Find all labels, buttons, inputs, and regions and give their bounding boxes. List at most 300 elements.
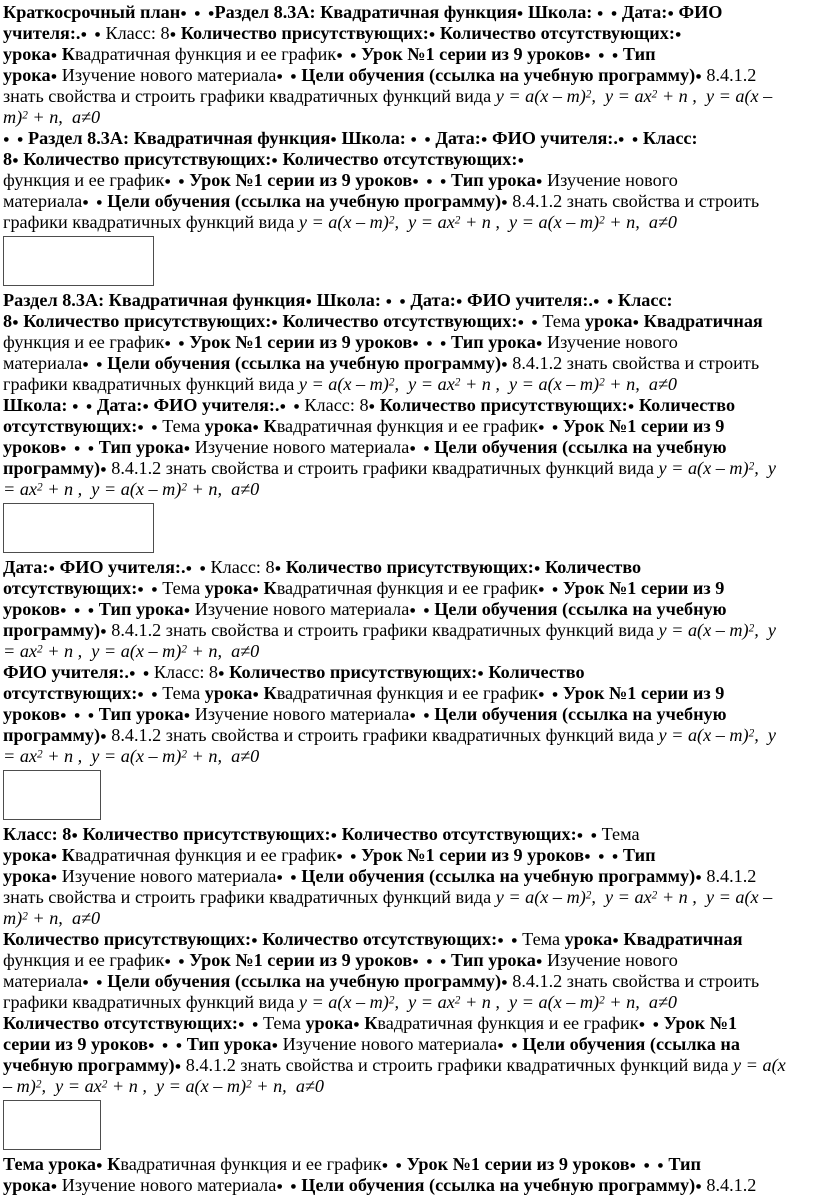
text-run: Изучение нового [542, 170, 678, 190]
bullet-separator: ● [517, 154, 525, 167]
text-run: Цели обучения (ссылка на учебную программу) [301, 866, 696, 886]
text-line [3, 1175, 814, 1196]
text-run: Урок №1 серии из 9 уроков [189, 332, 413, 352]
text-line [3, 950, 814, 971]
text-run: Цели обучения (ссылка на учебную [434, 599, 727, 619]
superscript-run: 2 [651, 88, 658, 101]
text-run: Урок №1 серии из 9 [562, 578, 725, 598]
bullet-separator: ● [12, 154, 19, 167]
text-run: Школа: [523, 2, 597, 22]
text-run: Квадратичная [643, 311, 763, 331]
bullet-separator: ● ● [276, 70, 297, 83]
text-run: Урок №1 серии из 9 [562, 683, 725, 703]
text-run: 8 [3, 149, 13, 169]
text-run: Тема [537, 311, 585, 331]
superscript-run: 2 [748, 460, 755, 473]
bullet-separator: ● [142, 400, 149, 413]
text-run: вадратичная функция и ее график [276, 416, 538, 436]
empty-table-cell-box [3, 770, 101, 820]
text-run: Дата: [410, 290, 456, 310]
text-run: урока [3, 44, 51, 64]
bullet-separator: ● ● [497, 934, 518, 947]
text-run: Цели обучения (ссылка на учебную программу) [107, 971, 502, 991]
bullet-separator: ● ● [410, 133, 431, 146]
text-run: графики квадратичных функций вида [3, 212, 299, 232]
text-run: Количество присутствующих: [23, 149, 272, 169]
text-line [3, 128, 814, 149]
bullet-separator: ● [353, 1018, 360, 1031]
text-run: вадратичная функция и ее график [377, 1013, 639, 1033]
bullet-separator: ● ● ● [412, 955, 447, 968]
text-run: отсутствующих: [3, 683, 138, 703]
bullet-separator: ● ● [576, 829, 598, 842]
text-run: 8.4.1.2 знать свойства и строить [507, 971, 760, 991]
text-run: Дата: [621, 2, 668, 22]
bullet-separator: ● ● [128, 667, 150, 680]
text-run: , y = ax [394, 212, 455, 232]
text-line [3, 866, 814, 887]
text-run: Количество отсутствующих: [282, 311, 518, 331]
text-run: y = a(x – m) [495, 887, 586, 907]
text-run: 8.4.1.2 [701, 1175, 757, 1195]
text-run: + n , y = a(x – m) [460, 374, 600, 394]
text-line [3, 824, 814, 845]
text-run: Количество [483, 662, 585, 682]
text-run: Тема урока [3, 1154, 97, 1174]
text-line [3, 2, 814, 23]
bullet-separator: ● ● [385, 295, 406, 308]
text-run: программу) [3, 458, 101, 478]
text-run: ФИО учителя:. [55, 557, 186, 577]
text-run: Класс: 8 [299, 395, 369, 415]
text-run: Урок №1 серии из 9 уроков [406, 1154, 630, 1174]
text-run: материала [3, 191, 83, 211]
text-run: Урок №1 серии из 9 [562, 416, 725, 436]
superscript-run: 2 [748, 727, 755, 740]
text-line [3, 212, 814, 233]
text-line [3, 1013, 814, 1034]
text-run: Изучение нового [542, 332, 678, 352]
text-run: Класс: 8 [3, 824, 72, 844]
bullet-separator: ● ● [82, 358, 103, 371]
bullet-separator: ● ● ● [584, 49, 619, 62]
text-run: + n , y = a(x – m) [460, 212, 600, 232]
text-run: ФИО учителя:. [487, 128, 618, 148]
superscript-run: 2 [454, 214, 461, 227]
text-run: + n, a≠0 [186, 641, 260, 661]
text-run: вадратичная функция и ее график [74, 44, 337, 64]
text-run: К [61, 44, 75, 64]
text-run: + n , y = a(x – [657, 86, 773, 106]
text-run: материала [3, 971, 83, 991]
text-run: 8.4.1.2 знать свойства и строить графики квадратичных функций вида [181, 1055, 734, 1075]
text-run: функция и ее график [3, 332, 165, 352]
text-run: Урок №1 серии из 9 уроков [189, 170, 413, 190]
text-run: Урок №1 [663, 1013, 738, 1033]
text-line [3, 374, 814, 395]
text-run: К [61, 845, 75, 865]
bullet-separator: ● ● [409, 442, 430, 455]
paragraph-5 [3, 557, 814, 662]
text-run: Тип урока [94, 599, 184, 619]
bullet-separator: ● [50, 1180, 58, 1193]
bullet-separator: ● ● [3, 133, 24, 146]
paragraph-10 [3, 1154, 814, 1196]
text-run: Класс: 8 [149, 662, 219, 682]
superscript-run: 2 [22, 109, 28, 122]
text-run: Школа: [3, 395, 72, 415]
bullet-separator: ● [305, 295, 312, 308]
bullet-separator: ● ● ● [60, 442, 95, 455]
text-line [3, 416, 814, 437]
text-line [3, 725, 814, 746]
text-run: + n , y = a(x – m) [42, 479, 182, 499]
text-run: Количество присутствующих: [23, 311, 272, 331]
bullet-separator: ● ● [336, 850, 357, 863]
text-run: Школа: [336, 128, 411, 148]
text-run: отсутствующих: [3, 416, 138, 436]
text-run: y = a(x – m) [658, 458, 749, 478]
text-run: Тип урока [446, 332, 536, 352]
text-run: ФИО учителя:. [3, 662, 129, 682]
bullet-separator: ● [252, 688, 259, 701]
bullet-separator: ● ● [137, 583, 158, 596]
bullet-separator: ● ● [137, 688, 158, 701]
text-run: Тема [258, 1013, 306, 1033]
text-line [3, 662, 814, 683]
text-run: Тип урока [94, 704, 184, 724]
bullet-separator: ● [183, 604, 191, 617]
text-run: Класс: 8 [205, 557, 275, 577]
text-line [3, 929, 814, 950]
bullet-separator: ● ● [80, 28, 101, 41]
text-run: Раздел 8.3А: Квадратичная функция [3, 290, 306, 310]
bullet-separator: ● ● [596, 7, 618, 20]
superscript-run: 2 [35, 1078, 42, 1091]
text-run: , y [754, 458, 776, 478]
bullet-separator: ● [535, 175, 543, 188]
text-run: Школа: [311, 290, 386, 310]
superscript-run: 2 [246, 1078, 252, 1091]
paragraph-7 [3, 824, 814, 929]
text-run: + n, a≠0 [604, 212, 678, 232]
text-run: = ax [3, 479, 37, 499]
text-run: + n, a≠0 [186, 746, 260, 766]
text-run: m) [3, 107, 23, 127]
text-line [3, 620, 814, 641]
text-run: Цели обучения (ссылка на учебную [434, 437, 727, 457]
text-run: Количество присутствующих: [379, 395, 628, 415]
text-run: графики квадратичных функций вида [3, 374, 299, 394]
text-run: Тип [663, 1154, 701, 1174]
text-run: Тема [517, 929, 565, 949]
superscript-run: 2 [599, 994, 605, 1007]
bullet-separator: ● [480, 133, 488, 146]
text-run: , y = ax [394, 992, 455, 1012]
bullet-separator: ● [271, 316, 278, 329]
text-line [3, 704, 814, 725]
bullet-separator: ● ● [537, 688, 559, 701]
text-run: + n , y = a(x – [657, 887, 773, 907]
bullet-separator: ● [271, 1039, 279, 1052]
bullet-separator: ● [627, 400, 635, 413]
text-run: Тип [618, 44, 656, 64]
superscript-run: 2 [388, 994, 395, 1007]
text-run: Изучение нового материала [57, 866, 277, 886]
text-line [3, 599, 814, 620]
bullet-separator: ● [667, 7, 674, 20]
bullet-separator: ● [71, 829, 78, 842]
bullet-separator: ● [252, 421, 259, 434]
text-run: + n , y = a(x – m) [42, 746, 182, 766]
text-run: программу) [3, 725, 101, 745]
text-run: Количество присутствующих: [229, 662, 478, 682]
bullet-separator: ● [501, 976, 508, 989]
bullet-separator: ● [218, 667, 225, 680]
text-run: Урок №1 серии из 9 уроков [361, 845, 585, 865]
text-run: , y = ax [394, 374, 455, 394]
text-run: серии из 9 уроков [3, 1034, 148, 1054]
text-run: урока [564, 929, 613, 949]
text-run: Цели обучения (ссылка на [522, 1034, 740, 1054]
bullet-separator: ● [50, 850, 58, 863]
text-run: Изучение нового материала [190, 599, 410, 619]
text-run: К [263, 416, 277, 436]
empty-table-cell-box [3, 236, 154, 286]
paragraph-2 [3, 128, 814, 233]
paragraph-6 [3, 662, 814, 767]
text-run: Тип урока [446, 170, 536, 190]
text-line [3, 458, 814, 479]
bullet-separator: ● ● ● [60, 709, 95, 722]
text-run: Количество присутствующих: [180, 23, 429, 43]
text-run: урока [204, 578, 253, 598]
bullet-separator: ● [50, 871, 58, 884]
text-line [3, 290, 814, 311]
text-line [3, 746, 814, 767]
text-line [3, 908, 814, 929]
text-run: программу) [3, 620, 101, 640]
text-run: Тема [597, 824, 640, 844]
bullet-separator: ● ● ● [412, 337, 447, 350]
bullet-separator: ● [252, 583, 259, 596]
text-run: Дата: [3, 557, 49, 577]
bullet-separator: ● [695, 70, 702, 83]
text-run: ФИО учителя:. [462, 290, 593, 310]
text-line [3, 683, 814, 704]
bullet-separator: ● ● [517, 316, 538, 329]
text-run: Тип урока [94, 437, 184, 457]
paragraph-3 [3, 290, 814, 395]
text-line [3, 845, 814, 866]
bullet-separator: ● [183, 709, 191, 722]
text-run: 8.4.1.2 знать свойства и строить [507, 353, 760, 373]
bullet-separator: ● [48, 562, 56, 575]
paragraph-8 [3, 929, 814, 1013]
text-run: Квадратичная [623, 929, 743, 949]
bullet-separator: ● ● [164, 955, 185, 968]
text-run: Количество отсутствующих: [262, 929, 498, 949]
bullet-separator: ● ● [617, 133, 639, 146]
bullet-separator: ● [533, 562, 541, 575]
text-run: + n, a≠0 [251, 1076, 324, 1096]
text-line [3, 191, 814, 212]
superscript-run: 2 [454, 994, 461, 1007]
bullet-separator: ● ● [185, 562, 206, 575]
text-line [3, 44, 814, 65]
text-run: Цели обучения (ссылка на учебную программу) [301, 65, 696, 85]
text-line [3, 578, 814, 599]
bullet-separator: ● [516, 7, 524, 20]
text-run: m) [3, 908, 23, 928]
text-run: знать свойства и строить графики квадратичных функций вида [3, 86, 496, 106]
text-run: К [107, 1154, 121, 1174]
text-run: материала [3, 353, 83, 373]
bullet-separator: ● [695, 871, 702, 884]
text-run: Цели обучения (ссылка на учебную программу) [107, 191, 502, 211]
bullet-separator: ● [535, 337, 543, 350]
text-run: + n, a≠0 [186, 479, 260, 499]
text-run: 8.4.1.2 знать свойства и строить графики квадратичных функций вида [106, 620, 659, 640]
text-run: , y = ax [591, 86, 652, 106]
text-line [3, 170, 814, 191]
text-run: вадратичная функция и ее график [276, 578, 538, 598]
text-line [3, 1034, 814, 1055]
text-run: 8.4.1.2 [701, 65, 757, 85]
text-run: Тип [618, 845, 656, 865]
bullet-separator: ● ● [276, 871, 297, 884]
superscript-run: 2 [454, 376, 461, 389]
text-run: Изучение нового материала [57, 65, 277, 85]
text-run: Цели обучения (ссылка на учебную программу) [107, 353, 502, 373]
superscript-run: 2 [651, 889, 658, 902]
text-run: y = a(x – m) [658, 725, 749, 745]
text-run: уроков [3, 437, 61, 457]
superscript-run: 2 [599, 214, 605, 227]
text-run: урока [3, 65, 51, 85]
text-run: К [263, 683, 277, 703]
text-run: Количество [540, 557, 642, 577]
text-run: Класс: 8 [100, 23, 170, 43]
superscript-run: 2 [37, 748, 43, 761]
text-run: 8.4.1.2 знать свойства и строить графики квадратичных функций вида [106, 725, 659, 745]
text-run: отсутствующих: [3, 578, 138, 598]
text-line [3, 23, 814, 44]
text-run: Тип урока [182, 1034, 272, 1054]
bullet-separator: ● [100, 625, 107, 638]
bullet-separator: ● ● [537, 421, 559, 434]
text-run: + n , y = a(x – m) [42, 641, 182, 661]
text-run: Дата: [435, 128, 481, 148]
bullet-separator: ● [50, 70, 58, 83]
text-run: Изучение нового материала [278, 1034, 498, 1054]
text-run: Изучение нового материала [57, 1175, 277, 1195]
bullet-separator: ● [169, 28, 177, 41]
text-run: уроков [3, 599, 61, 619]
text-run: y = a(x – m) [495, 86, 586, 106]
text-run: учебную программу) [3, 1055, 175, 1075]
bullet-separator: ● [674, 28, 682, 41]
bullet-separator: ● [612, 934, 619, 947]
empty-table-cell-box [3, 1100, 101, 1150]
text-run: К [263, 578, 277, 598]
text-run: Урок №1 серии из 9 уроков [189, 950, 413, 970]
text-run: урока [3, 866, 51, 886]
bullet-separator: ● [50, 49, 58, 62]
text-run: Урок №1 серии из 9 уроков [361, 44, 585, 64]
text-run: учителя:. [3, 23, 81, 43]
text-run: Класс: [613, 290, 673, 310]
text-run: урока [305, 1013, 354, 1033]
text-run: y = a(x – m) [298, 374, 389, 394]
text-run: + n , y = a(x – m) [460, 992, 600, 1012]
text-line [3, 479, 814, 500]
text-run: + n , y = a(x – m) [107, 1076, 247, 1096]
bullet-separator: ● [535, 955, 543, 968]
text-run: 8.4.1.2 знать свойства и строить графики квадратичных функций вида [106, 458, 659, 478]
superscript-run: 2 [37, 481, 43, 494]
text-run: Изучение нового материала [190, 437, 410, 457]
bullet-separator: ● ● ● [147, 1039, 183, 1052]
bullet-separator: ● ● [82, 196, 103, 209]
text-run: – m) [3, 1076, 36, 1096]
superscript-run: 2 [585, 88, 592, 101]
text-run: урока [3, 845, 51, 865]
superscript-run: 2 [101, 1078, 108, 1091]
bullet-separator: ● [330, 133, 337, 146]
bullet-separator: ● [501, 358, 508, 371]
text-run: уроков [3, 704, 61, 724]
superscript-run: 2 [181, 481, 187, 494]
text-run: 8.4.1.2 знать свойства и строить [507, 191, 760, 211]
superscript-run: 2 [388, 214, 395, 227]
text-run: , y [754, 620, 776, 640]
text-run: Дата: [96, 395, 143, 415]
text-run: Количество присутствующих: [82, 824, 331, 844]
bullet-separator: ● [100, 463, 107, 476]
text-line [3, 1055, 814, 1076]
superscript-run: 2 [585, 889, 592, 902]
bullet-separator: ● ● [137, 421, 158, 434]
text-run: Количество отсутствующих: [282, 149, 518, 169]
bullet-separator: ● ● [164, 175, 185, 188]
bullet-separator: ● ● [336, 49, 357, 62]
superscript-run: 2 [181, 643, 187, 656]
text-run: урока [204, 416, 253, 436]
bullet-separator: ● ● ● [629, 1159, 664, 1172]
text-run: + n, a≠0 [27, 107, 101, 127]
text-run: y = a(x – m) [658, 620, 749, 640]
text-run: Краткосрочный план [3, 2, 181, 22]
text-line [3, 1154, 814, 1175]
text-line [3, 353, 814, 374]
bullet-separator: ● ● [497, 1039, 518, 1052]
bullet-separator: ● [183, 442, 191, 455]
text-run: функция и ее график [3, 170, 165, 190]
text-line [3, 641, 814, 662]
text-run: y = a(x – m) [298, 992, 389, 1012]
text-run: , y = ax [41, 1076, 102, 1096]
text-line [3, 107, 814, 128]
superscript-run: 2 [37, 643, 43, 656]
empty-table-cell-box [3, 503, 154, 553]
paragraph-9 [3, 1013, 814, 1097]
bullet-separator: ● ● ● [60, 604, 95, 617]
bullet-separator: ● [501, 196, 508, 209]
text-line [3, 1076, 814, 1097]
text-line [3, 887, 814, 908]
bullet-separator: ● [274, 562, 282, 575]
